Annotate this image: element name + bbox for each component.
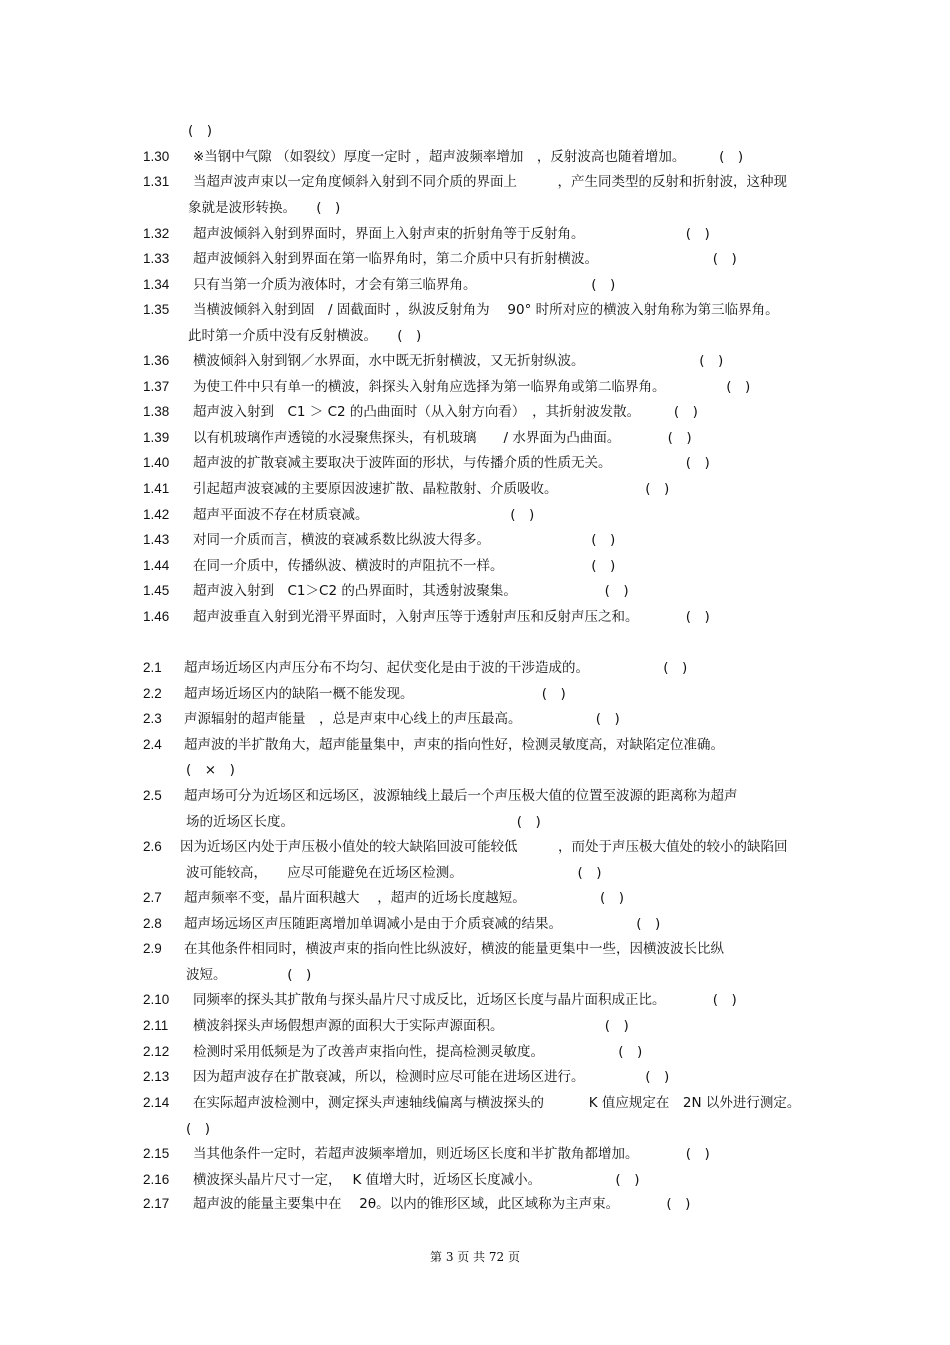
question-text-continuation: ( ) (186, 1121, 211, 1137)
question-text: 声源辐射的超声能量 ，总是声束中心线上的声压最高。 ( ) (184, 711, 620, 727)
question-text: 检测时采用低频是为了改善声束指向性，提高检测灵敏度。 ( ) (193, 1044, 643, 1060)
question-number: 1.37 (143, 379, 170, 394)
question-number: 2.13 (143, 1069, 170, 1084)
question-number: 1.32 (143, 226, 170, 241)
question-text: 只有当第一介质为液体时，才会有第三临界角。 ( ) (193, 277, 616, 293)
question-text: 超声波的能量主要集中在 2θ。以内的锥形区域，此区域称为主声束。 ( ) (193, 1196, 691, 1212)
question-number: 2.2 (143, 686, 162, 701)
question-number: 2.15 (143, 1146, 170, 1161)
question-text: 对同一介质而言，横波的衰减系数比纵波大得多。 ( ) (193, 532, 616, 548)
question-text: 超声波倾斜入射到界面时，界面上入射声束的折射角等于反射角。 ( ) (193, 226, 710, 242)
question-number: 1.36 (143, 353, 170, 368)
question-number: 2.6 (143, 839, 162, 854)
question-text-continuation: ( ) (188, 123, 213, 139)
question-number: 1.39 (143, 430, 170, 445)
question-number: 1.44 (143, 558, 170, 573)
question-text: 横波斜探头声场假想声源的面积大于实际声源面积。 ( ) (193, 1018, 629, 1034)
question-text: 横波倾斜入射到钢／水界面，水中既无折射横波，又无折射纵波。 ( ) (193, 353, 724, 369)
question-number: 2.9 (143, 941, 162, 956)
question-number: 2.1 (143, 660, 162, 675)
question-text: 因为超声波存在扩散衰减，所以，检测时应尽可能在进场区进行。 ( ) (193, 1069, 670, 1085)
question-text: 超声波的扩散衰减主要取决于波阵面的形状，与传播介质的性质无关。 ( ) (193, 455, 710, 471)
question-number: 2.5 (143, 788, 162, 803)
question-text: 在其他条件相同时，横波声束的指向性比纵波好，横波的能量更集中一些，因横波波长比纵 (184, 941, 724, 957)
question-text-continuation: 波可能较高， 应尽可能避免在近场区检测。 ( ) (186, 865, 602, 881)
question-text: 在同一介质中，传播纵波、横波时的声阻抗不一样。 ( ) (193, 558, 616, 574)
question-number: 1.40 (143, 455, 170, 470)
question-number: 2.14 (143, 1095, 170, 1110)
question-number: 1.31 (143, 174, 170, 189)
question-text: 超声波入射到 C1 ＞ C2 的凸曲面时（从入射方向看） ，其折射波发散。 ( ) (193, 404, 698, 420)
question-text: 超声波垂直入射到光滑平界面时，入射声压等于透射声压和反射声压之和。 ( ) (193, 609, 710, 625)
question-text-continuation: 场的近场区长度。 ( ) (186, 814, 541, 830)
question-number: 1.43 (143, 532, 170, 547)
question-number: 2.7 (143, 890, 162, 905)
question-text: 当超声波声束以一定角度倾斜入射到不同介质的界面上 ，产生同类型的反射和折射波，这种现 (193, 174, 787, 190)
question-text: 超声波倾斜入射到界面在第一临界角时，第二介质中只有折射横波。 ( ) (193, 251, 737, 267)
question-text: 超声平面波不存在材质衰减。 ( ) (193, 507, 535, 523)
question-number: 2.4 (143, 737, 162, 752)
question-number: 1.41 (143, 481, 170, 496)
question-number: 1.33 (143, 251, 170, 266)
question-text: 超声频率不变，晶片面积越大 ，超声的近场长度越短。 ( ) (184, 890, 625, 906)
question-number: 2.11 (143, 1018, 169, 1033)
question-number: 1.38 (143, 404, 170, 419)
question-text: ※当钢中气隙 （如裂纹）厚度一定时 ，超声波频率增加 ，反射波高也随着增加。 ( ) (193, 149, 744, 165)
question-number: 2.8 (143, 916, 162, 931)
question-number: 2.12 (143, 1044, 170, 1059)
question-text: 为使工件中只有单一的横波，斜探头入射角应选择为第一临界角或第二临界角。 ( ) (193, 379, 751, 395)
question-text: 因为近场区内处于声压极小值处的较大缺陷回波可能较低 ，而处于声压极大值处的较小的缺陷回 (180, 839, 788, 855)
question-number: 1.45 (143, 583, 170, 598)
question-text: 超声场远场区声压随距离增加单调减小是由于介质衰减的结果。 ( ) (184, 916, 661, 932)
question-text: 超声波入射到 C1＞C2 的凸界面时，其透射波聚集。 ( ) (193, 583, 629, 599)
question-number: 2.17 (143, 1196, 170, 1211)
question-text: 以有机玻璃作声透镜的水浸聚焦探头，有机玻璃 / 水界面为凸曲面。 ( ) (193, 430, 692, 446)
question-text-continuation: ( × ) (186, 762, 235, 778)
question-text: 引起超声波衰减的主要原因波速扩散、晶粒散射、介质吸收。 ( ) (193, 481, 670, 497)
question-number: 1.46 (143, 609, 170, 624)
page-footer: 第 3 页 共 72 页 (430, 1250, 520, 1264)
question-text: 超声场近场区内声压分布不均匀、起伏变化是由于波的干涉造成的。 ( ) (184, 660, 688, 676)
question-text: 超声场可分为近场区和远场区，波源轴线上最后一个声压极大值的位置至波源的距离称为超声 (184, 788, 738, 804)
question-number: 2.3 (143, 711, 162, 726)
question-number: 2.10 (143, 992, 170, 1007)
question-text-continuation: 波短。 ( ) (186, 967, 312, 983)
question-text-continuation: 象就是波形转换。 ( ) (188, 200, 341, 216)
question-text: 超声场近场区内的缺陷一概不能发现。 ( ) (184, 686, 566, 702)
question-text: 超声波的半扩散角大，超声能量集中，声束的指向性好，检测灵敏度高，对缺陷定位准确。 (184, 737, 724, 753)
question-number: 1.30 (143, 149, 170, 164)
question-text: 同频率的探头其扩散角与探头晶片尺寸成反比，近场区长度与晶片面积成正比。 ( ) (193, 992, 737, 1008)
question-number: 2.16 (143, 1172, 170, 1187)
question-text: 当其他条件一定时，若超声波频率增加，则近场区长度和半扩散角都增加。 ( ) (193, 1146, 710, 1162)
question-text: 当横波倾斜入射到固 / 固截面时 ，纵波反射角为 90° 时所对应的横波入射角称为第三临界角。 (193, 302, 779, 318)
question-number: 1.42 (143, 507, 170, 522)
question-number: 1.35 (143, 302, 170, 317)
question-text-continuation: 此时第一介质中没有反射横波。 ( ) (188, 328, 422, 344)
question-number: 1.34 (143, 277, 170, 292)
question-text: 在实际超声波检测中，测定探头声速轴线偏离与横波探头的 K 值应规定在 2N 以外进行测定。 (193, 1095, 801, 1111)
question-text: 横波探头晶片尺寸一定， K 值增大时，近场区长度减小。 ( ) (193, 1172, 640, 1188)
